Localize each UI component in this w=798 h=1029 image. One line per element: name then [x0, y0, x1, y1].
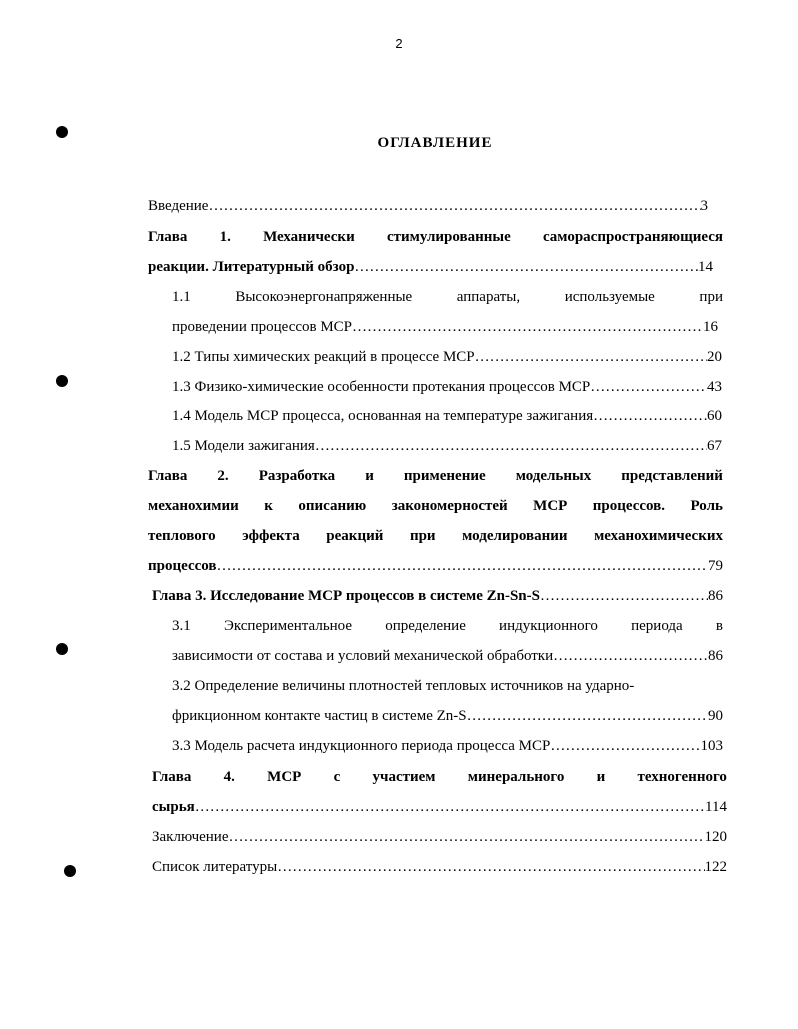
- toc-entry-intro: [148, 196, 708, 216]
- page-number: 2: [395, 36, 403, 51]
- toc-entry-chapter-3: Глава 3. Исследование МСР процессов в системе Zn-Sn-S …………………………………………………………………………………………………………………………………………………………… 86: [152, 586, 723, 606]
- toc-entry-section-3-2: 3.2 Определение величины плотностей тепловых источников на ударно-: [172, 678, 635, 694]
- toc-entry-text: Введение: [148, 198, 209, 214]
- toc-entry-section-3-1-cont: зависимости от состава и условий механической обработки …………………………………………………………………………………………………………………………………………………………… 86: [172, 646, 723, 666]
- punch-hole-dot: [64, 865, 76, 877]
- toc-entry-section-3-1: 3.1 Экспериментальное определение индукционного периода в: [172, 618, 723, 634]
- toc-entry-chapter-4: Глава 4. МСР с участием минерального и техногенного: [152, 769, 727, 785]
- toc-entry-section-1-4: 1.4 Модель МСР процесса, основанная на температуре зажигания …………………………………………………………………………………………………………………………………………………………… 60: [172, 406, 722, 426]
- toc-entry-section-1-3: 1.3 Физико-химические особенности протекания процессов МСР …………………………………………………………………………………………………………………………………………………………… 43: [172, 377, 722, 397]
- punch-hole-dot: [56, 126, 68, 138]
- page-title: ОГЛАВЛЕНИЕ: [377, 135, 493, 151]
- toc-entry-section-1-2: 1.2 Типы химических реакций в процессе МСР …………………………………………………………………………………………………………………………………………………………… 20: [172, 347, 722, 367]
- punch-hole-dot: [56, 643, 68, 655]
- toc-entry-chapter-2-cont: механохимии к описанию закономерностей МСР процессов. Роль: [148, 498, 723, 514]
- toc-entry-section-3-3: 3.3 Модель расчета индукционного периода процесса МСР …………………………………………………………………………………………………………………………………………………………… 103: [172, 736, 723, 756]
- toc-entry-section-3-2-cont: фрикционном контакте частиц в системе Zn-S …………………………………………………………………………………………………………………………………………………………… 90: [172, 706, 723, 726]
- toc-entry-chapter-2-cont: теплового эффекта реакций при моделировании механохимических: [148, 528, 723, 544]
- toc-entry-references: Список литературы …………………………………………………………………………………………………………………………………………………………… 122: [152, 857, 727, 877]
- toc-entry-chapter-1-cont: реакции. Литературный обзор …………………………………………………………………………………………………………………………………………………………… 14: [148, 257, 713, 277]
- toc-entry-chapter-4-cont: сырья …………………………………………………………………………………………………………………………………………………………… 114: [152, 797, 727, 817]
- toc-entry-page: 3: [700, 198, 708, 214]
- toc-entry-chapter-2: Глава 2. Разработка и применение модельных представлений: [148, 468, 723, 484]
- toc-entry-chapter-1: Глава 1. Механически стимулированные самораспространяющиеся: [148, 229, 723, 245]
- toc-entry-section-1-1-cont: проведении процессов МСР …………………………………………………………………………………………………………………………………………………………… 16: [172, 317, 718, 337]
- toc-entry-chapter-2-cont: процессов …………………………………………………………………………………………………………………………………………………………… 79: [148, 556, 723, 576]
- toc-entry-conclusion: Заключение …………………………………………………………………………………………………………………………………………………………… 120: [152, 827, 727, 847]
- punch-hole-dot: [56, 375, 68, 387]
- toc-entry-section-1-5: 1.5 Модели зажигания …………………………………………………………………………………………………………………………………………………………… 67: [172, 436, 722, 456]
- toc-entry-section-1-1: 1.1 Высокоэнергонапряженные аппараты, используемые при: [172, 289, 723, 305]
